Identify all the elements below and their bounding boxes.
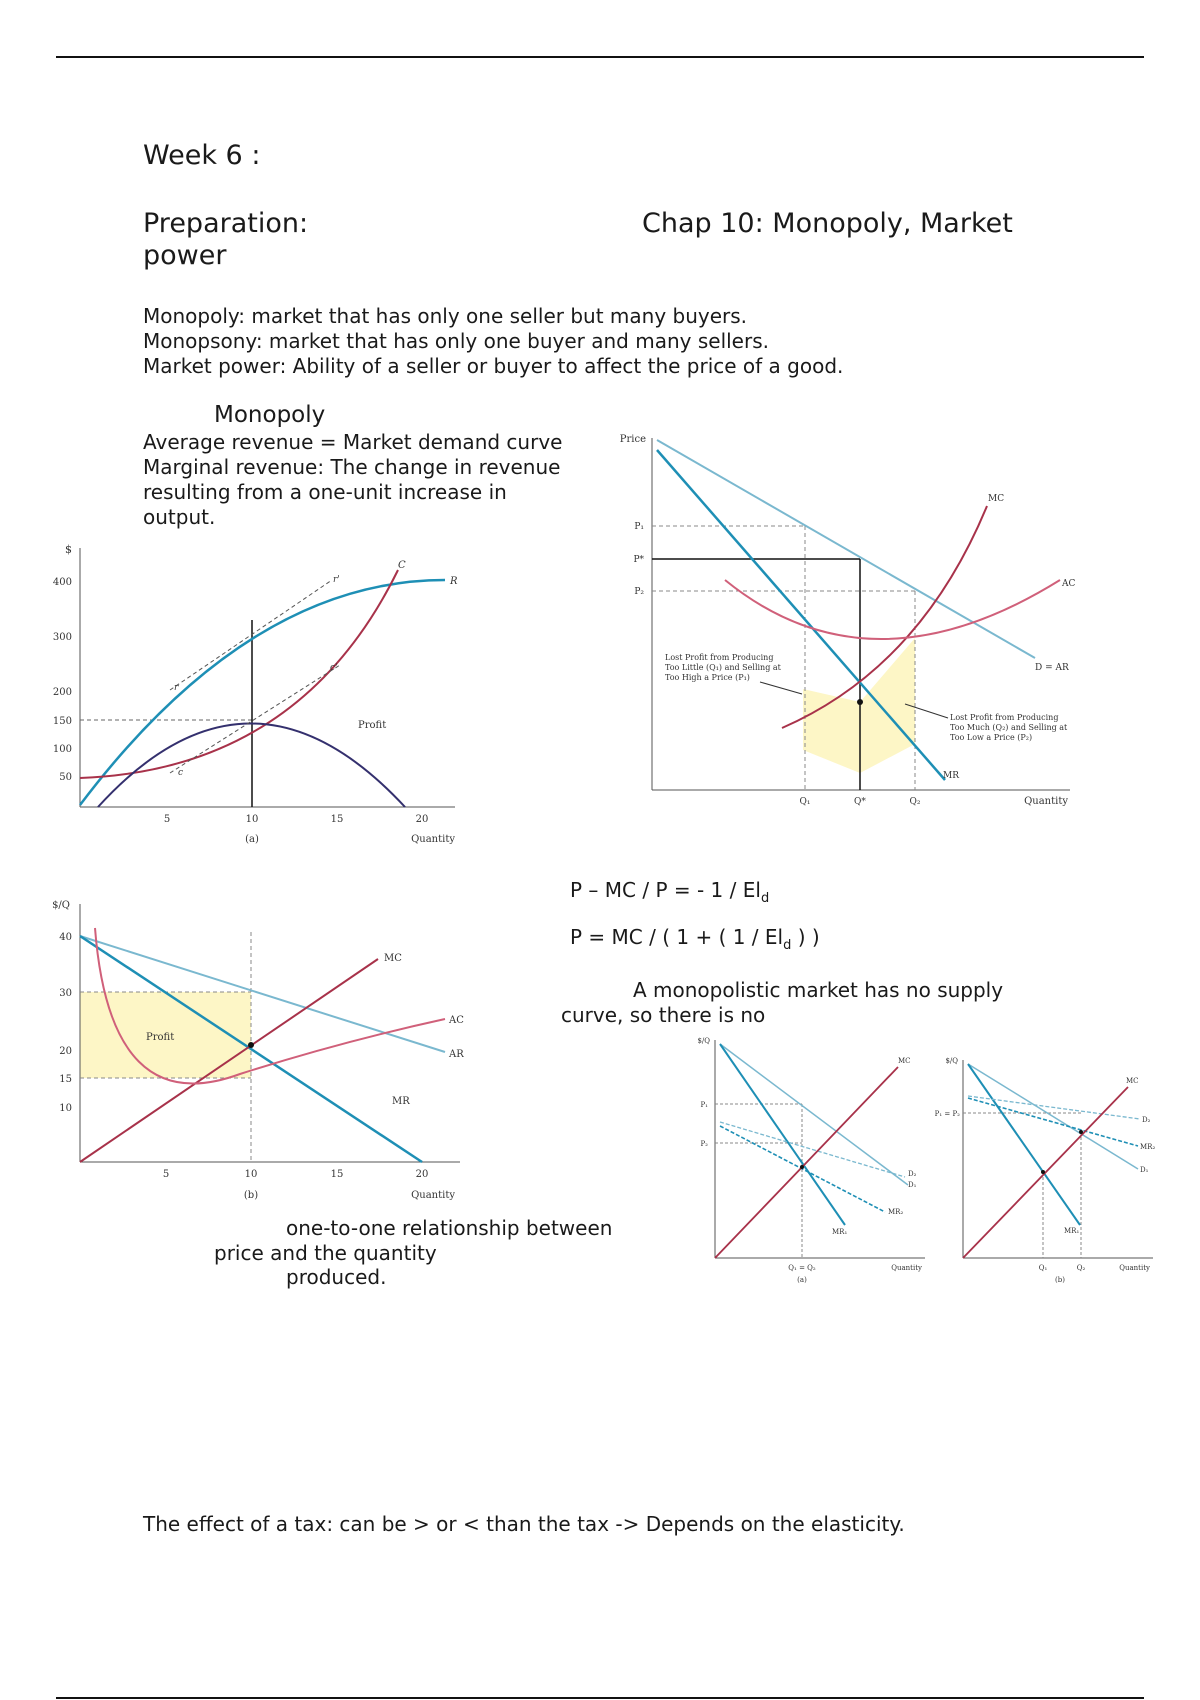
monopoly-line-4: output. bbox=[143, 505, 216, 529]
label-r: r bbox=[174, 683, 179, 693]
shift-a-xaxis: Quantity bbox=[891, 1264, 922, 1272]
fig-a-xtick: 20 bbox=[415, 814, 429, 825]
one-to-one-text-3: produced. bbox=[286, 1265, 387, 1289]
label-MC: MC bbox=[988, 494, 1005, 504]
loss-left-3: Too High a Price (P₁) bbox=[665, 673, 750, 682]
label-Q2: Q₂ bbox=[909, 797, 921, 807]
loss-left-2: Too Little (Q₁) and Selling at bbox=[665, 663, 781, 672]
chapter-heading: Chap 10: Monopoly, Market bbox=[642, 208, 1013, 239]
shift-a-MR1: MR₁ bbox=[832, 1228, 848, 1236]
loss-right-3: Too Low a Price (P₂) bbox=[950, 733, 1033, 742]
shift-b-caption: (b) bbox=[1055, 1276, 1065, 1284]
shift-a-yaxis: $/Q bbox=[697, 1037, 710, 1045]
monopoly-line-3: resulting from a one-unit increase in bbox=[143, 480, 507, 504]
label-r-prime: r' bbox=[333, 575, 340, 585]
formula-1-sub: d bbox=[760, 891, 770, 906]
label-R: R bbox=[450, 576, 458, 587]
label-MC-b: MC bbox=[384, 953, 402, 964]
monopoly-line-2: Marginal revenue: The change in revenue bbox=[143, 455, 561, 479]
shift-b-Q2: Q₂ bbox=[1076, 1264, 1086, 1272]
label-profit: Profit bbox=[358, 720, 387, 731]
demand-ar-line bbox=[657, 440, 1035, 658]
label-AC: AC bbox=[1062, 579, 1076, 589]
label-AR-b: AR bbox=[449, 1049, 464, 1060]
label-c-prime: c' bbox=[330, 663, 338, 673]
label-MR-b: MR bbox=[392, 1096, 410, 1107]
shift-b-xaxis: Quantity bbox=[1119, 1264, 1150, 1272]
formula-price bbox=[570, 925, 820, 953]
definition-monopsony: Monopsony: market that has only one buyer and many sellers. bbox=[143, 329, 769, 353]
shift-b-P: P₁ = P₂ bbox=[934, 1110, 960, 1118]
tax-effect-text: The effect of a tax: can be > or < than the tax -> Depends on the elasticity. bbox=[143, 1512, 905, 1536]
preparation-label-2: power bbox=[143, 240, 227, 271]
loss-yaxis: Price bbox=[619, 434, 646, 445]
one-to-one-text-1: one-to-one relationship between bbox=[286, 1216, 613, 1240]
label-AC-b: AC bbox=[449, 1015, 464, 1026]
shift-b-MR2: MR₂ bbox=[1140, 1143, 1156, 1151]
shift-a-MC: MC bbox=[898, 1057, 911, 1065]
fig-b-xtick: 15 bbox=[330, 1169, 344, 1180]
fig-b-xtick: 20 bbox=[415, 1169, 429, 1180]
fig-b-ytick: 20 bbox=[59, 1046, 72, 1057]
shift-a-D2: D₂ bbox=[908, 1170, 917, 1178]
loss-right-1: Lost Profit from Producing bbox=[950, 713, 1059, 722]
definition-monopoly: Monopoly: market that has only one seller but many buyers. bbox=[143, 304, 748, 328]
shift-a-Q: Q₁ = Q₂ bbox=[788, 1264, 816, 1272]
definitions bbox=[143, 304, 843, 379]
formula-2-text: P = MC / ( 1 + ( 1 / El bbox=[570, 925, 784, 949]
shift-a-P1: P₁ bbox=[700, 1101, 708, 1109]
label-P2: P₂ bbox=[634, 587, 644, 597]
shift-b-D2: D₂ bbox=[1142, 1116, 1151, 1124]
monopoly-notes bbox=[143, 430, 562, 530]
shift-b-D1: D₁ bbox=[1140, 1166, 1149, 1174]
monopoly-title: Monopoly bbox=[214, 402, 326, 428]
fig-b-ytick: 40 bbox=[59, 932, 72, 943]
ac-curve bbox=[725, 580, 1060, 639]
label-Qstar: Q* bbox=[854, 797, 866, 807]
loss-right-2: Too Much (Q₂) and Selling at bbox=[950, 723, 1068, 732]
fig-a-ytick: 300 bbox=[52, 632, 72, 643]
figure-revenue-cost bbox=[50, 540, 470, 850]
monopoly-line-1: Average revenue = Market demand curve bbox=[143, 430, 563, 454]
fig-a-ytick: 400 bbox=[52, 577, 72, 588]
fig-a-yaxis: $ bbox=[65, 543, 72, 556]
fig-a-xtick: 15 bbox=[330, 814, 344, 825]
fig-a-ytick: 50 bbox=[59, 772, 72, 783]
shift-a-caption: (a) bbox=[797, 1276, 807, 1284]
figure-lost-profit bbox=[620, 428, 1090, 818]
formula-2-sub: d bbox=[783, 938, 792, 953]
supply-text-1: A monopolistic market has no supply bbox=[633, 978, 1004, 1002]
fig-a-xaxis: Quantity bbox=[411, 834, 455, 845]
fig-b-ytick: 30 bbox=[59, 988, 72, 999]
shift-b-yaxis: $/Q bbox=[945, 1057, 958, 1065]
shift-a-MR2: MR₂ bbox=[888, 1208, 904, 1216]
formula-1-text: P – MC / P = - 1 / El bbox=[570, 878, 761, 902]
fig-a-xtick: 5 bbox=[163, 814, 171, 825]
formula-markup bbox=[570, 878, 769, 906]
one-to-one-text-2: price and the quantity bbox=[214, 1241, 437, 1265]
shift-b-Q1: Q₁ bbox=[1038, 1264, 1048, 1272]
loss-xaxis: Quantity bbox=[1024, 796, 1068, 807]
fig-a-ytick: 100 bbox=[52, 744, 72, 755]
fig-a-caption: (a) bbox=[245, 834, 259, 845]
figure-demand-shift-b bbox=[934, 1052, 1158, 1292]
fig-b-xtick: 5 bbox=[162, 1169, 170, 1180]
fig-a-ytick: 150 bbox=[52, 716, 72, 727]
preparation-heading bbox=[143, 208, 308, 272]
fig-b-ytick: 10 bbox=[59, 1103, 72, 1114]
loss-left-1: Lost Profit from Producing bbox=[665, 653, 774, 662]
top-rule bbox=[56, 56, 1144, 58]
label-C: C bbox=[398, 560, 406, 571]
label-D-AR: D = AR bbox=[1035, 663, 1069, 673]
shift-a-D1: D₁ bbox=[908, 1181, 917, 1189]
shift-b-MC: MC bbox=[1126, 1077, 1139, 1085]
definition-market-power: Market power: Ability of a seller or buyer to affect the price of a good. bbox=[143, 354, 844, 378]
label-c: c bbox=[178, 768, 184, 778]
fig-b-ytick: 15 bbox=[59, 1074, 72, 1085]
fig-b-xaxis: Quantity bbox=[411, 1190, 455, 1201]
page-title: Week 6 : bbox=[143, 140, 261, 171]
mr-line bbox=[657, 450, 945, 780]
figure-monopoly-profit bbox=[40, 892, 470, 1207]
fig-b-xtick: 10 bbox=[244, 1169, 258, 1180]
label-MR: MR bbox=[943, 771, 959, 781]
shift-b-MR1: MR₁ bbox=[1064, 1227, 1080, 1235]
formula-2-end: ) ) bbox=[791, 925, 820, 949]
label-Pstar: P* bbox=[633, 555, 644, 565]
fig-b-caption: (b) bbox=[243, 1190, 259, 1201]
preparation-label: Preparation: bbox=[143, 208, 309, 239]
fig-b-yaxis: $/Q bbox=[52, 900, 70, 911]
fig-a-ytick: 200 bbox=[52, 687, 72, 698]
label-P1: P₁ bbox=[634, 522, 644, 532]
label-Q1: Q₁ bbox=[799, 797, 811, 807]
shift-a-P2: P₂ bbox=[700, 1140, 708, 1148]
fig-a-xtick: 10 bbox=[245, 814, 259, 825]
bottom-rule bbox=[56, 1697, 1144, 1699]
supply-text-2: curve, so there is no bbox=[561, 1003, 766, 1027]
figure-demand-shift-a bbox=[690, 1032, 935, 1287]
label-profit-b: Profit bbox=[146, 1032, 175, 1043]
